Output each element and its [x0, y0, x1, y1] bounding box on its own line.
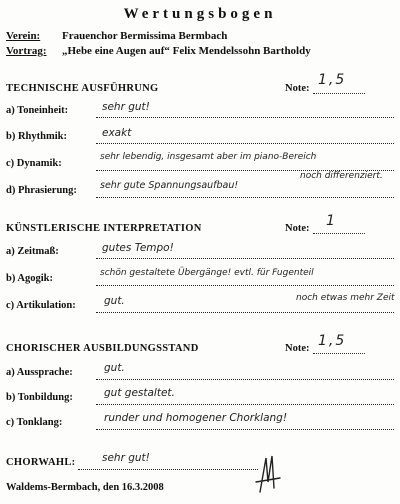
row-value-aussprache[interactable]: gut.: [104, 362, 125, 374]
row-value-rhythmik[interactable]: exakt: [102, 127, 132, 139]
dotted-line: [78, 469, 258, 470]
dotted-line: [96, 143, 394, 144]
artikulation-extra-note[interactable]: noch etwas mehr Zeit: [296, 293, 395, 303]
note-value-technik[interactable]: 1,5: [318, 72, 347, 88]
row-label-tonklang: c) Tonklang:: [6, 417, 63, 428]
vortrag-value: „Hebe eine Augen auf“ Felix Mendelssohn Bartholdy: [62, 45, 311, 57]
note-line-ausbildung: [313, 353, 365, 354]
note-label-technik: Note:: [285, 83, 310, 94]
dotted-line: [96, 312, 394, 313]
form-title: Wertungsbogen: [123, 6, 277, 22]
row-label-agogik: b) Agogik:: [6, 273, 53, 284]
row-label-zeitmass: a) Zeitmaß:: [6, 246, 59, 257]
row-label-toneinheit: a) Toneinheit:: [6, 105, 69, 116]
signature: [250, 452, 290, 496]
dynamik-extra-note[interactable]: noch differenziert.: [300, 171, 383, 181]
row-value-zeitmass[interactable]: gutes Tempo!: [102, 242, 174, 254]
row-value-dynamik[interactable]: sehr lebendig, insgesamt aber im piano-Bereich: [100, 152, 317, 162]
dotted-line: [96, 285, 394, 286]
section-heading-interpretation: KÜNSTLERISCHE INTERPRETATION: [6, 223, 202, 234]
note-label-interpretation: Note:: [285, 223, 310, 234]
dotted-line: [96, 117, 394, 118]
verein-label: Verein:: [6, 30, 41, 42]
section-heading-technik: TECHNISCHE AUSFÜHRUNG: [6, 83, 159, 94]
note-label-ausbildung: Note:: [285, 343, 310, 354]
row-label-artikulation: c) Artikulation:: [6, 300, 76, 311]
note-value-ausbildung[interactable]: 1,5: [318, 333, 347, 349]
note-line-technik: [313, 93, 365, 94]
row-value-toneinheit[interactable]: sehr gut!: [102, 101, 150, 113]
note-value-interpretation[interactable]: 1: [326, 213, 337, 229]
place-date: Waldems-Bermbach, den 16.3.2008: [6, 482, 164, 493]
row-label-aussprache: a) Aussprache:: [6, 367, 73, 378]
vortrag-label: Vortrag:: [6, 45, 47, 57]
row-value-tonklang[interactable]: runder und homogener Chorklang!: [104, 412, 288, 424]
row-value-phrasierung[interactable]: sehr gute Spannungsaufbau!: [100, 180, 239, 191]
dotted-line: [96, 404, 394, 405]
dotted-line: [96, 379, 394, 380]
section-heading-ausbildung: CHORISCHER AUSBILDUNGSSTAND: [6, 343, 199, 354]
row-value-artikulation[interactable]: gut.: [104, 295, 125, 307]
row-value-tonbildung[interactable]: gut gestaltet.: [104, 387, 175, 399]
row-label-tonbildung: b) Tonbildung:: [6, 392, 73, 403]
row-label-phrasierung: d) Phrasierung:: [6, 185, 77, 196]
chorwahl-value[interactable]: sehr gut!: [102, 452, 150, 464]
row-value-agogik[interactable]: schön gestaltete Übergänge! evtl. für Fugenteil: [100, 268, 314, 278]
note-line-interpretation: [313, 233, 365, 234]
row-label-rhythmik: b) Rhythmik:: [6, 131, 67, 142]
dotted-line: [96, 258, 394, 259]
chorwahl-label: CHORWAHL:: [6, 457, 76, 468]
row-label-dynamik: c) Dynamik:: [6, 158, 62, 169]
dotted-line: [96, 429, 394, 430]
verein-value: Frauenchor Bermissima Bermbach: [62, 30, 228, 42]
dotted-line: [96, 197, 394, 198]
